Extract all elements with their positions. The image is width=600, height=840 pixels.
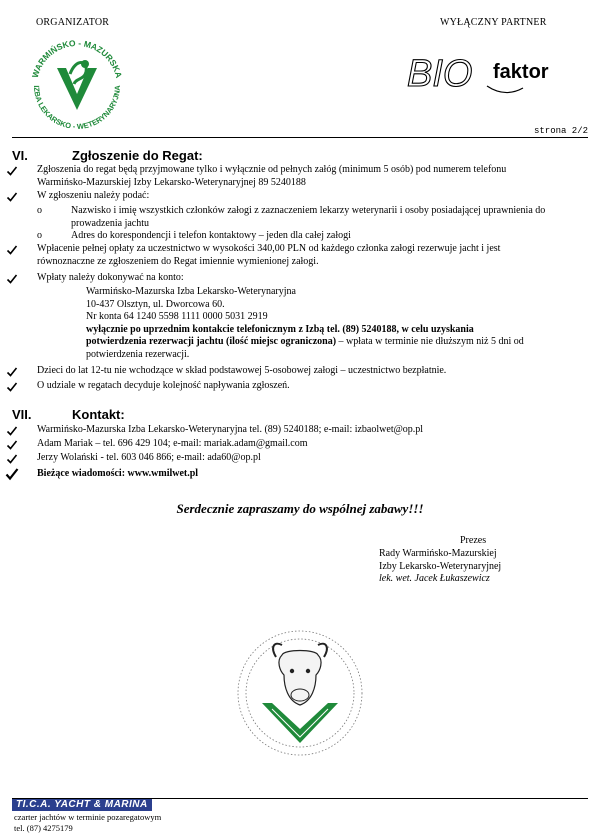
section-6-heading (12, 148, 203, 163)
check-icon (6, 165, 18, 177)
account-number: Nr konta 64 1240 5598 1111 0000 5031 2919 (86, 311, 268, 322)
organizer-logo (22, 28, 132, 138)
bullet-o: o (37, 230, 42, 241)
check-icon (6, 273, 18, 285)
footer-text: czarter jachtów w terminie pozaregatowym tel. (87) 4275179 (14, 812, 162, 833)
section-7-title: Kontakt: (72, 407, 125, 422)
item-1: Zgłoszenia do regat będą przyjmowane tylko i wyłącznie od pełnych załóg (minimum 5 osób) pod numerem telefonu Warmińsko-Mazurskiej Izby Lekarsko-Weterynaryjnej 89 5240188 (37, 164, 507, 188)
bullet-o: o (37, 205, 42, 216)
svg-text:IZBA LEKARSKO - WETERYNARYJNA: IZBA LEKARSKO - WETERYNARYJNA (31, 85, 123, 132)
section-7-number: VII. (12, 407, 32, 422)
item-4: Wpłaty należy dokonywać na konto: (37, 272, 184, 283)
account-name: Warmińsko-Mazurska Izba Lekarsko-Weterynaryjna (86, 286, 296, 297)
check-icon (6, 453, 18, 465)
sub-item-2: Adres do korespondencji i telefon kontaktowy – jeden dla całej załogi (71, 230, 351, 241)
sub-item-1: Nazwisko i imię wszystkich członków załogi z zaznaczeniem lekarzy weterynarii i osoby posiadającej uprawnienia do prowadzenia jachtu (71, 205, 546, 229)
partner-logo (405, 42, 590, 104)
item-2: W zgłoszeniu należy podać: (37, 190, 150, 201)
item-3: Wpłacenie pełnej opłaty za uczestnictwo w wysokości 340,00 PLN od każdego członka załogi rezerwuje jacht i jest równoznaczne ze zgłoszeniem do Regat imiennie wymienionej załogi. (37, 243, 501, 267)
check-icon (5, 467, 19, 481)
signature-block: Rady Warmińsko-Mazurskiej Izby Lekarsko-Weterynaryjnej lek. wet. Jacek Łukaszewicz (379, 548, 502, 584)
contact-2: Adam Mariak – tel. 696 429 104; e-mail: mariak.adam@gmail.com (37, 438, 308, 449)
contact-1: Warmińsko-Mazurska Izba Lekarsko-Weterynaryjna tel. (89) 5240188; e-mail: izbaolwet@op.pl (37, 424, 424, 435)
chamber-stamp (232, 625, 368, 761)
item-5: Dzieci do lat 12-tu nie wchodzące w skład podstawowej 5-osobowej załogi – uczestnictwo bezpłatnie. (37, 365, 447, 376)
item-6: O udziale w regatach decyduje kolejność napływania zgłoszeń. (37, 380, 290, 391)
svg-text:faktor: faktor (493, 61, 549, 83)
svg-text:WARMIŃSKO - MAZURSKA: WARMIŃSKO - MAZURSKA (29, 37, 125, 79)
organizer-label: ORGANIZATOR (36, 17, 110, 28)
section-7-heading (12, 407, 125, 422)
header-rule (12, 137, 588, 138)
account-note-line1: wyłącznie po uprzednim kontakcie telefonicznym z Izbą tel. (89) 5240188, w celu uzyskania (86, 323, 474, 335)
account-address: 10-437 Olsztyn, ul. Dworcowa 60. (86, 298, 225, 310)
page-number: strona 2/2 (534, 126, 589, 136)
account-note-line3: potwierdzenia rezerwacji. (86, 348, 190, 360)
check-icon (6, 439, 18, 451)
bank-account-block (86, 286, 524, 361)
news-line: Bieżące wiadomości: www.wmilwet.pl (37, 468, 199, 479)
section-6-number: VI. (12, 148, 28, 163)
svg-text:BIO: BIO (407, 53, 473, 95)
closing-invitation: Serdecznie zapraszamy do wspólnej zabawy!!! (176, 501, 424, 516)
section-6-title: Zgłoszenie do Regat: (72, 148, 203, 163)
signature-title: Prezes (460, 535, 487, 546)
check-icon (6, 244, 18, 256)
footer-logo: TI.C.A. YACHT & MARINA (12, 799, 152, 811)
check-icon (6, 381, 18, 393)
check-icon (6, 425, 18, 437)
check-icon (6, 366, 18, 378)
check-icon (6, 191, 18, 203)
account-note-line2: potwierdzenia rezerwacji jachtu (ilość miejsc ograniczona) – wpłata w terminie nie dłuższym niż 5 dni od (86, 336, 524, 347)
contact-3: Jerzy Wolański - tel. 603 046 866; e-mail: ada60@op.pl (37, 452, 261, 463)
partner-label: WYŁĄCZNY PARTNER (440, 17, 547, 28)
